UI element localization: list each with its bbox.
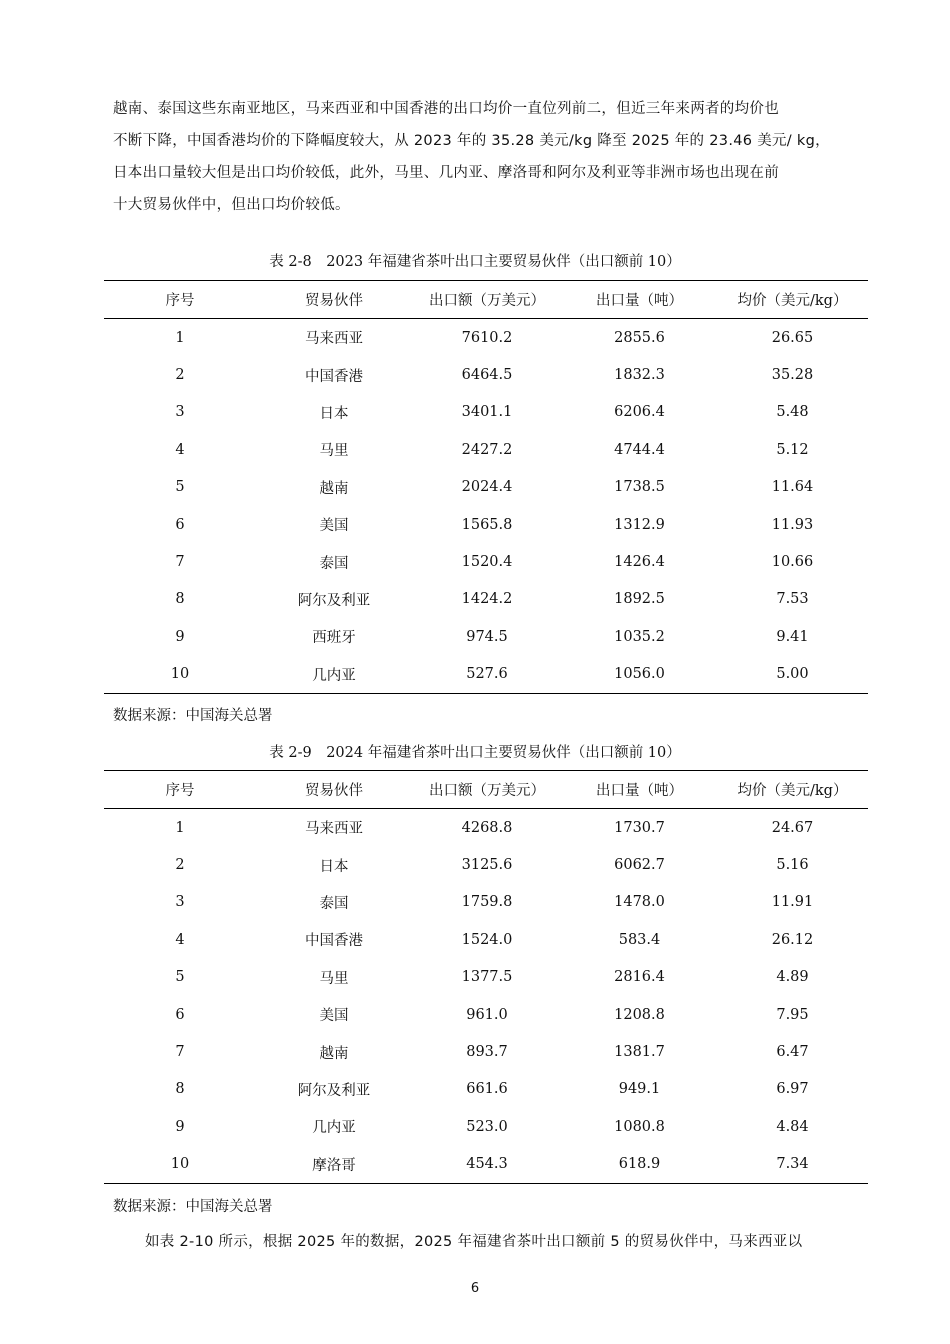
table-cell: 11.64 [771,479,814,496]
table-cell: 中国香港 [305,933,363,950]
table-row [104,469,868,506]
table-cell: 美国 [319,518,349,535]
table-cell: 8 [175,591,185,608]
table-cell: 5 [175,969,185,986]
table-row [104,959,868,996]
table-cell: 马来西亚 [305,821,363,838]
table-cell: 1377.5 [461,969,513,986]
table-cell: 1424.2 [461,591,513,608]
table-cell: 24.67 [771,819,814,836]
table-cell: 2427.2 [461,441,513,458]
table-cell: 马里 [319,970,349,987]
header-cell: 均价（美元/kg） [717,771,868,809]
trade-partner-table [104,280,868,694]
table-cell: 10 [104,1146,256,1184]
header-cell: 序号 [104,281,256,319]
table-cell: 2816.4 [614,969,665,986]
table-cell: 1738.5 [614,479,665,496]
header-cell: 均价（美元/kg） [717,281,868,319]
page-number: 6 [470,1281,480,1296]
table-cell: 583.4 [618,931,661,948]
intro-line: 十大贸易伙伴中，但出口均价较低。 [113,197,350,213]
header-cell: 出口额（万美元） [412,771,562,809]
table-cell: 西班牙 [312,630,356,647]
table-cell: 泰国 [319,555,349,572]
table-cell: 961.0 [466,1006,508,1023]
table-cell: 6206.4 [614,404,665,421]
table-row [104,1108,868,1145]
table-cell: 1426.4 [614,554,665,571]
table-cell: 1381.7 [614,1044,665,1061]
table-cell: 8 [175,1081,185,1098]
closing-paragraph [113,1226,865,1258]
table-cell: 马里 [319,443,349,460]
table-cell: 1520.4 [461,554,513,571]
table-cell: 5.12 [776,441,809,458]
table-cell: 661.6 [466,1081,508,1098]
table-cell: 6464.5 [461,367,513,384]
table-cell: 35.28 [771,367,814,384]
table-cell: 7.34 [717,1146,868,1184]
table-row [104,884,868,921]
intro-line: 越南、泰国这些东南亚地区，马来西亚和中国香港的出口均价一直位列前二，但近三年来两者的均价也 [113,101,779,117]
table-header-row [104,771,868,809]
header-cell: 出口量（吨） [562,281,717,319]
data-source-note: 数据来源：中国海关总署 [113,1199,273,1215]
table-cell: 1565.8 [461,516,513,533]
table-row [104,656,868,694]
header-cell: 出口额（万美元） [412,281,562,319]
table-cell: 几内亚 [256,656,412,694]
table-cell: 1312.9 [614,516,665,533]
table-row [104,543,868,580]
table-cell: 美国 [319,1008,349,1025]
table-row [104,1146,868,1184]
table-cell: 5.48 [776,404,809,421]
table-row [104,431,868,468]
header-cell: 贸易伙伴 [256,771,412,809]
table-cell: 6062.7 [614,857,665,874]
table-cell: 日本 [319,405,349,422]
table-cell: 1080.8 [614,1118,665,1135]
table-cell: 1035.2 [614,628,665,645]
table-cell: 6 [175,516,185,533]
table-cell: 1524.0 [461,931,513,948]
intro-line: 日本出口量较大但是出口均价较低，此外，马里、几内亚、摩洛哥和阿尔及利亚等非洲市场也出现在前 [113,165,779,181]
table-cell: 527.6 [412,656,562,694]
table-row [104,618,868,655]
table-row [104,921,868,958]
data-source-note: 数据来源：中国海关总署 [113,708,273,724]
table-cell: 5.16 [776,857,809,874]
table-cell: 1759.8 [461,894,513,911]
table-cell: 1056.0 [562,656,717,694]
table-cell: 7.53 [776,591,809,608]
table-cell: 4268.8 [461,819,513,836]
table-cell: 1892.5 [614,591,665,608]
table-cell: 11.91 [771,894,814,911]
table-cell: 2 [175,857,185,874]
table-cell: 2 [175,367,185,384]
table-cell: 9 [175,1118,185,1135]
table-cell: 6.97 [776,1081,809,1098]
intro-paragraph [113,93,865,221]
table-row [104,1033,868,1070]
table-cell: 3125.6 [461,857,513,874]
table-cell: 5.00 [717,656,868,694]
table-cell: 越南 [319,480,349,497]
table-cell: 阿尔及利亚 [297,592,371,609]
table-row [104,996,868,1033]
table-cell: 893.7 [466,1044,508,1061]
table-cell: 3 [175,894,185,911]
table-cell: 5 [175,479,185,496]
header-cell: 序号 [104,771,256,809]
table-cell: 523.0 [466,1118,508,1135]
table-cell: 10.66 [771,554,814,571]
table-cell: 11.93 [771,516,814,533]
table-cell: 1478.0 [614,894,665,911]
table-cell: 6 [175,1006,185,1023]
table-cell: 949.1 [618,1081,661,1098]
table-cell: 6.47 [776,1044,809,1061]
table-cell: 中国香港 [305,368,363,385]
table-cell: 9.41 [776,628,809,645]
table-cell: 摩洛哥 [256,1146,412,1184]
table-header-row [104,281,868,319]
header-cell: 贸易伙伴 [256,281,412,319]
table-row [104,846,868,883]
table-cell: 454.3 [412,1146,562,1184]
table-row [104,319,868,357]
table-cell: 7 [175,1044,185,1061]
table-cell: 4 [175,441,185,458]
table-cell: 7 [175,554,185,571]
table-cell: 2024.4 [461,479,513,496]
trade-partner-table [104,770,868,1184]
table-cell: 阿尔及利亚 [297,1082,371,1099]
closing-line: 如表 2-10 所示，根据 2025 年的数据，2025 年福建省茶叶出口额前 5 的贸易伙伴中，马来西亚以 [145,1234,803,1250]
table-cell: 马来西亚 [305,331,363,348]
table-row [104,581,868,618]
table-cell: 618.9 [562,1146,717,1184]
table-cell: 1 [175,819,185,836]
table-row [104,356,868,393]
table-cell: 1730.7 [614,819,665,836]
table-cell: 2855.6 [614,329,665,346]
table-cell: 10 [104,656,256,694]
table-cell: 3 [175,404,185,421]
table-cell: 越南 [319,1045,349,1062]
table-cell: 泰国 [319,895,349,912]
table-cell: 4.84 [776,1118,809,1135]
table-cell: 9 [175,628,185,645]
table-cell: 7610.2 [461,329,513,346]
table-cell: 几内亚 [312,1120,356,1137]
table-row [104,394,868,431]
intro-line: 不断下降，中国香港均价的下降幅度较大，从 2023 年的 35.28 美元/kg 降至 2025 年的 23.46 美元/ kg， [113,133,830,149]
table-caption: 表 2-8 2023 年福建省茶叶出口主要贸易伙伴（出口额前 10） [269,254,681,270]
table-cell: 日本 [319,858,349,875]
table-caption: 表 2-9 2024 年福建省茶叶出口主要贸易伙伴（出口额前 10） [269,745,681,761]
table-cell: 7.95 [776,1006,809,1023]
header-cell: 出口量（吨） [562,771,717,809]
table-row [104,809,868,847]
table-row [104,506,868,543]
table-row [104,1071,868,1108]
table-cell: 4744.4 [614,441,665,458]
table-cell: 1208.8 [614,1006,665,1023]
table-cell: 26.12 [771,931,814,948]
table-cell: 4 [175,931,185,948]
table-cell: 4.89 [776,969,809,986]
table-cell: 1 [175,329,185,346]
table-cell: 974.5 [466,628,508,645]
table-cell: 3401.1 [461,404,513,421]
table-cell: 1832.3 [614,367,665,384]
table-cell: 26.65 [771,329,814,346]
